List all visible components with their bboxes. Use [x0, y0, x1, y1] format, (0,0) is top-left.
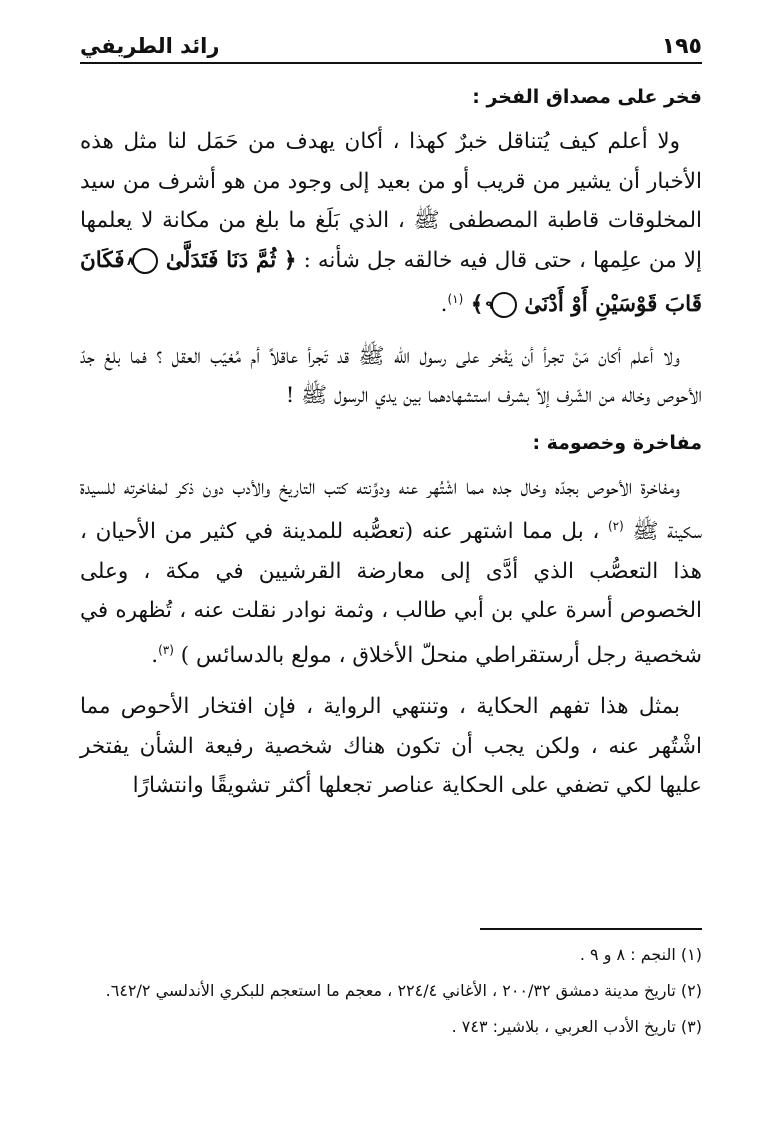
footnote-2: (٢) تاريخ مدينة دمشق ٢٠٠/٣٢ ، الأغاني ٢٢٤/٤ ، معجم ما استعجم للبكري الأندلسي ٦٤٢/٢. [105, 981, 702, 1000]
quran-verse-9-text: فَكَانَ قَابَ قَوْسَيْنِ أَوْ أَدْنَىٰ [80, 247, 702, 318]
page-header [80, 30, 702, 64]
footnotes [80, 940, 702, 1048]
paragraph-1 [80, 122, 702, 325]
footnote-ref-2[interactable]: (٢) [607, 519, 624, 534]
footnote-1: (١) النجم : ٨ و ٩ . [579, 945, 702, 964]
section-heading-pride: فخر على مصداق الفخر : [472, 86, 702, 108]
footnote-3: (٣) تاريخ الأدب العربي ، بلاشير: ٧٤٣ . [451, 1017, 702, 1036]
quran-open-bracket: ﴿ [283, 247, 297, 273]
paragraph-3-text-a: ومفاخرة الأحوص بجدّه وخال جده مما اشْتُهر عنه ودوِّنته كتب التاريخ والأدب دون ذكر لمفاخرته للسيدة سكينة ﷺ [80, 474, 703, 545]
verse-number-8: ٨ [132, 248, 158, 274]
paragraph-3 [80, 468, 702, 676]
footnote-ref-3[interactable]: (٣) [158, 642, 174, 657]
paragraph-1-text: ولا أعلم كيف يُتناقل خبرٌ كهذا ، أكان يهدف من حَمَل لنا مثل هذه الأخبار أن يشير من قريب أو من بعيد إلى وجود من هو أشرف من سيد المخلوقات قاطبة المصطفى ﷺ ، الذي بَلَغ ما بلغ من مكانة لا يعلمها إلا من علِمها ، حتى قال فيه خالقه جل شأنه : [80, 129, 702, 273]
footnote-divider [480, 928, 702, 930]
paragraph-4: بمثل هذا تفهم الحكاية ، وتنتهي الرواية ، فإن افتخار الأحوص مما اشْتُهر عنه ، ولكن يجب أن تكون هناك شخصية رفيعة الشأن يفتخر عليها لكي تضفي على الحكاية عناصر تجعلها أكثر تشويقًا وانتشارًا [80, 694, 702, 799]
footnote-ref-1[interactable]: (١) [447, 292, 464, 306]
page-number: ١٩٥ [661, 33, 702, 59]
section-heading-rivalry: مفاخرة وخصومة : [532, 431, 702, 454]
main-text [80, 82, 702, 818]
paragraph-1-end: . [440, 292, 448, 318]
paragraph-2: ولا أعلم أكان مَنْ تجرأ أن يَفْخر على رسول الله ﷺ قد تَجرأ عاقلاً أم مُغيّب العقل ؟ فما بلغ جدّ الأحوص وخاله من الشّرف إلاّ بشرف استشهادهما بين يدي الرسول ﷺ ! [80, 343, 702, 409]
paragraph-3-end: . [151, 642, 159, 668]
running-title: رائد الطريفي [80, 34, 220, 58]
paragraph-3-text-b: ، بل مما اشتهر عنه (تعصُّبه للمدينة في كثير من الأحيان ، هذا التعصُّب الذي أدَّى إلى معارضة القرشيين في مكة ، وعلى الخصوص أسرة علي بن أبي طالب ، وثمة نوادر نقلت عنه ، تُظهره في شخصية رجل أرستقراطي منحلّ الأخلاق ، مولع بالدسائس ) [80, 519, 702, 668]
verse-number-9: ٩ [491, 292, 517, 318]
quran-verse-8-text: ثُمَّ دَنَا فَتَدَلَّىٰ [165, 247, 277, 273]
quran-close-bracket: ﴾ [470, 292, 484, 318]
